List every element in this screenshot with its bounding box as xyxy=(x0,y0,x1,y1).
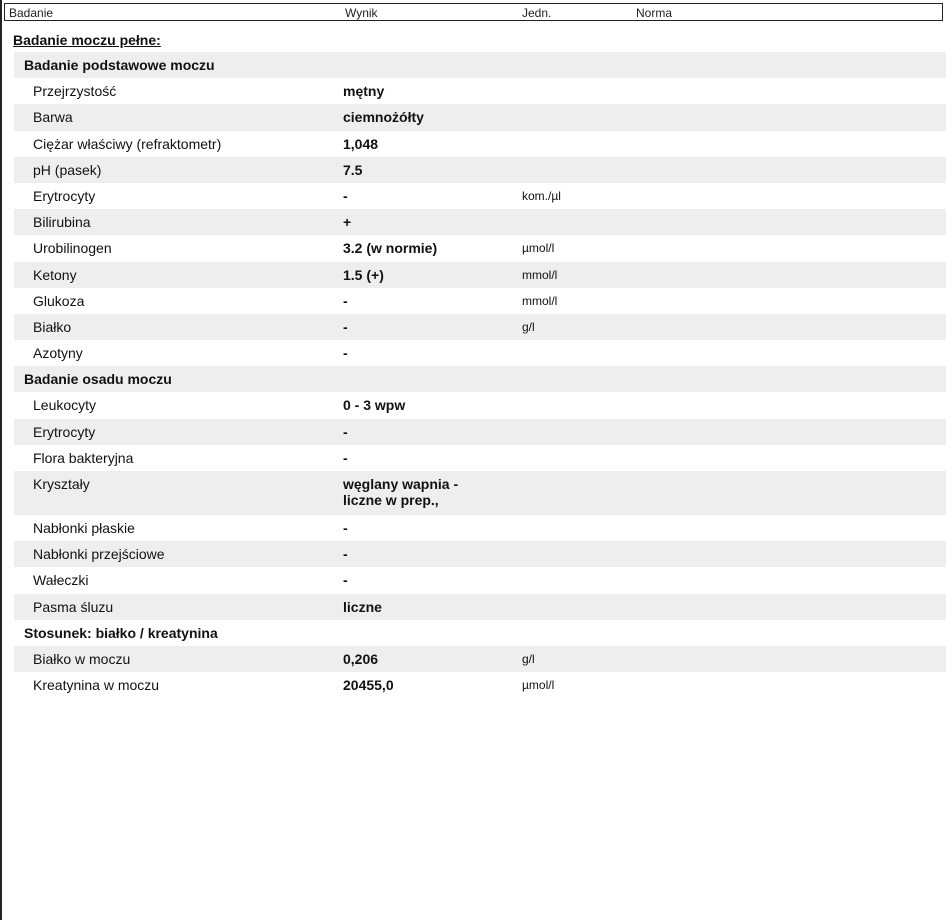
test-name: Białko w moczu xyxy=(33,650,131,667)
test-name: Flora bakteryjna xyxy=(33,449,134,466)
table-header xyxy=(4,3,943,21)
table-row xyxy=(14,419,946,445)
table-row xyxy=(14,235,946,261)
test-name: Glukoza xyxy=(33,292,85,309)
table-row xyxy=(14,183,946,209)
table-row xyxy=(14,445,946,471)
test-result: 3.2 (w normie) xyxy=(343,240,438,257)
test-result: - xyxy=(343,520,348,536)
test-result: - xyxy=(343,572,348,589)
test-result: mętny xyxy=(343,83,385,100)
test-name: pH (pasek) xyxy=(33,161,102,178)
test-name: Urobilinogen xyxy=(33,240,112,257)
test-result: + xyxy=(343,214,352,231)
header-wynik: Wynik xyxy=(345,6,378,20)
test-result: ciemnożółty xyxy=(343,109,424,126)
test-name: Kreatynina w moczu xyxy=(33,677,160,694)
test-result: - xyxy=(343,292,348,309)
test-result: 7.5 xyxy=(343,161,363,178)
table-group-row xyxy=(14,366,946,392)
test-name: Ciężar właściwy (refraktometr) xyxy=(33,135,222,152)
table-group-row xyxy=(14,620,946,646)
section-title: Badanie moczu pełne: xyxy=(13,32,161,48)
table-row xyxy=(14,567,946,593)
table-row xyxy=(14,541,946,567)
page-left-border xyxy=(0,0,2,920)
test-result: - xyxy=(343,345,348,362)
test-name: Ketony xyxy=(33,266,77,283)
test-result: węglany wapnia - liczne w prep., xyxy=(343,476,459,508)
table-group-row xyxy=(14,52,946,78)
test-name: Erytrocyty xyxy=(33,187,96,204)
group-title: Badanie osadu moczu xyxy=(24,371,172,388)
test-unit: µmol/l xyxy=(522,678,555,693)
header-badanie: Badanie xyxy=(9,6,54,20)
test-name: Wałeczki xyxy=(33,572,89,589)
test-unit: g/l xyxy=(522,651,535,666)
table-row xyxy=(14,594,946,620)
table-row xyxy=(14,646,946,672)
table-row xyxy=(14,262,946,288)
table-row xyxy=(14,672,946,698)
table-row xyxy=(14,314,946,340)
table-row xyxy=(14,157,946,183)
table-row xyxy=(14,471,946,515)
table-row xyxy=(14,340,946,366)
test-name: Bilirubina xyxy=(33,214,91,231)
test-unit: g/l xyxy=(522,319,535,334)
test-result: - xyxy=(343,423,348,440)
test-result: 0,206 xyxy=(343,650,379,667)
results-table xyxy=(14,52,946,698)
test-unit: µmol/l xyxy=(522,241,555,256)
table-row xyxy=(14,78,946,104)
test-name: Leukocyty xyxy=(33,397,97,414)
test-result: liczne xyxy=(343,598,382,615)
test-result: - xyxy=(343,449,348,466)
test-result: - xyxy=(343,187,348,204)
test-name: Erytrocyty xyxy=(33,423,96,440)
header-jedn: Jedn. xyxy=(522,6,552,20)
table-row xyxy=(14,515,946,541)
test-name: Kryształy xyxy=(33,476,90,492)
test-name: Białko xyxy=(33,318,72,335)
test-name: Przejrzystość xyxy=(33,83,117,100)
test-name: Nabłonki płaskie xyxy=(33,520,135,536)
test-result: 20455,0 xyxy=(343,677,394,694)
test-result: 0 - 3 wpw xyxy=(343,397,406,414)
table-row xyxy=(14,288,946,314)
group-title: Stosunek: białko / kreatynina xyxy=(24,624,218,641)
test-result: - xyxy=(343,546,348,563)
table-row xyxy=(14,209,946,235)
test-name: Nabłonki przejściowe xyxy=(33,546,165,563)
test-result: 1,048 xyxy=(343,135,379,152)
test-name: Azotyny xyxy=(33,345,83,362)
test-result: - xyxy=(343,318,348,335)
test-result: 1.5 (+) xyxy=(343,266,384,283)
table-row xyxy=(14,104,946,130)
test-unit: kom./µl xyxy=(522,188,561,203)
test-name: Pasma śluzu xyxy=(33,598,114,615)
table-row xyxy=(14,131,946,157)
header-norma: Norma xyxy=(636,6,673,20)
table-row xyxy=(14,392,946,418)
test-unit: mmol/l xyxy=(522,267,558,282)
test-name: Barwa xyxy=(33,109,73,126)
group-title: Badanie podstawowe moczu xyxy=(24,57,215,73)
test-unit: mmol/l xyxy=(522,293,558,308)
